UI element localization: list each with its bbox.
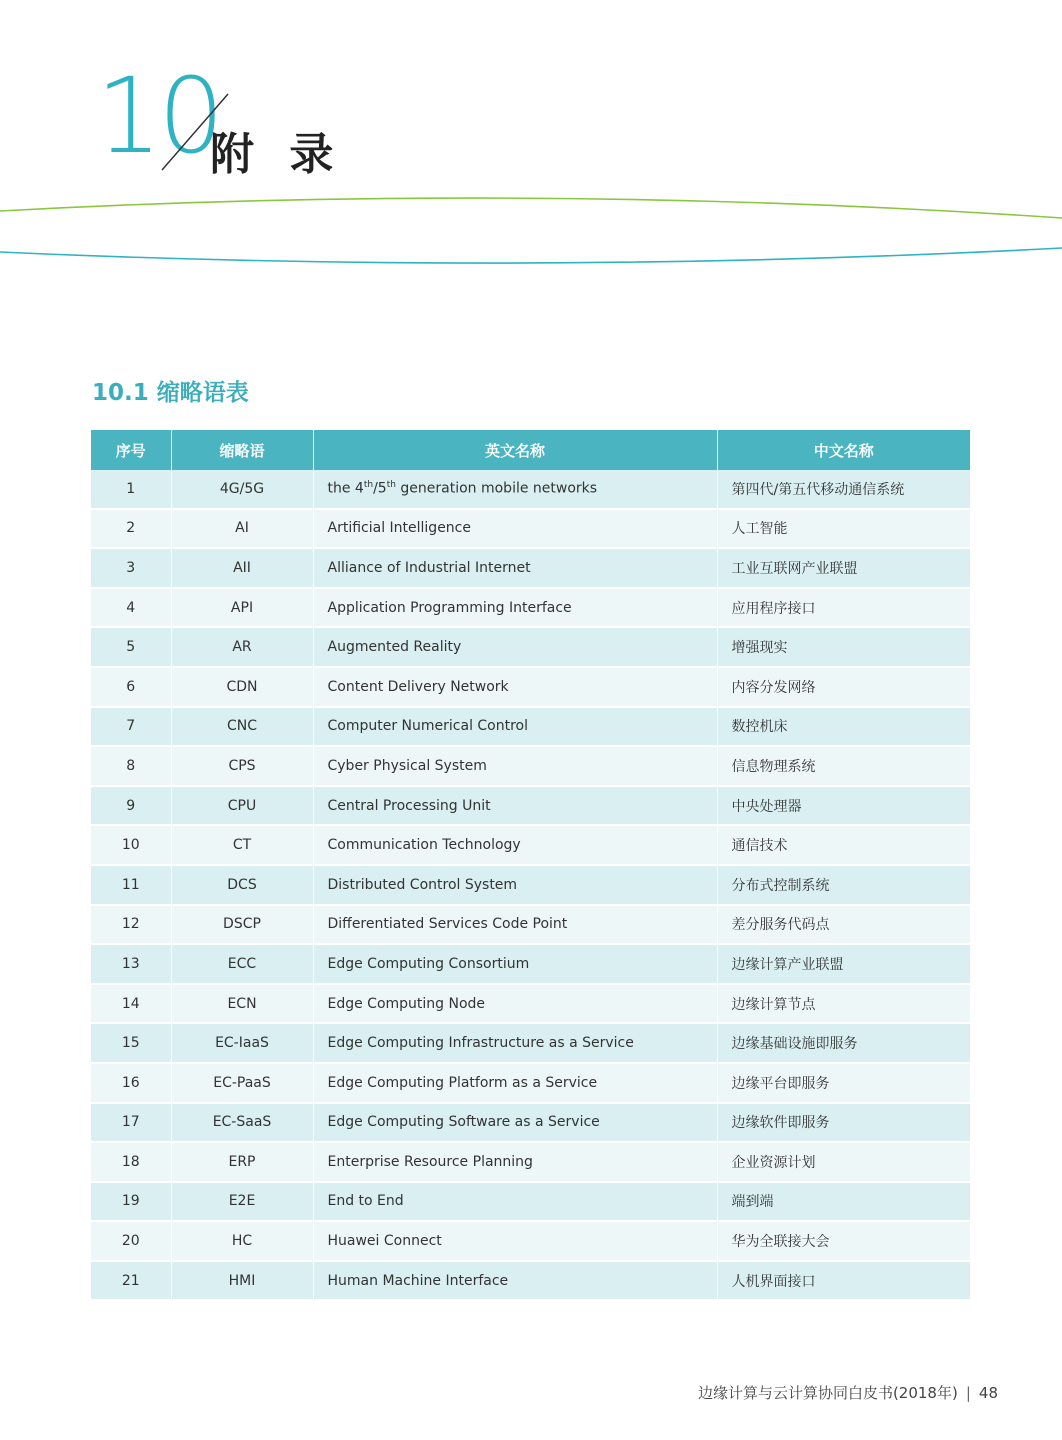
cell-number: 12 xyxy=(91,905,171,945)
header-number: 序号 xyxy=(91,430,171,470)
cell-number: 10 xyxy=(91,825,171,865)
cell-english-name: Augmented Reality xyxy=(313,627,717,667)
cell-abbreviation: DCS xyxy=(171,865,313,905)
cell-english-name: Alliance of Industrial Internet xyxy=(313,548,717,588)
cell-chinese-name: 边缘计算产业联盟 xyxy=(717,944,970,984)
cell-number: 14 xyxy=(91,984,171,1024)
section-title: 10.1 缩略语表 xyxy=(92,380,249,406)
cell-english-name: Edge Computing Platform as a Service xyxy=(313,1063,717,1103)
cell-chinese-name: 中央处理器 xyxy=(717,786,970,826)
cell-number: 13 xyxy=(91,944,171,984)
cell-number: 3 xyxy=(91,548,171,588)
table-row xyxy=(91,865,970,905)
footer-separator: | xyxy=(965,1384,971,1402)
cell-number: 17 xyxy=(91,1103,171,1143)
cell-number: 4 xyxy=(91,588,171,628)
cell-chinese-name: 华为全联接大会 xyxy=(717,1221,970,1261)
header-chinese-name: 中文名称 xyxy=(717,430,970,470)
cell-number: 21 xyxy=(91,1261,171,1301)
cell-english-name: Edge Computing Consortium xyxy=(313,944,717,984)
cell-abbreviation: API xyxy=(171,588,313,628)
cell-english-name: Communication Technology xyxy=(313,825,717,865)
cell-chinese-name: 边缘计算节点 xyxy=(717,984,970,1024)
cell-number: 7 xyxy=(91,707,171,747)
cell-chinese-name: 边缘基础设施即服务 xyxy=(717,1023,970,1063)
table-row xyxy=(91,1023,970,1063)
cell-english-name: Huawei Connect xyxy=(313,1221,717,1261)
cell-number: 16 xyxy=(91,1063,171,1103)
table-row xyxy=(91,470,970,509)
cell-abbreviation: EC-IaaS xyxy=(171,1023,313,1063)
cell-chinese-name: 差分服务代码点 xyxy=(717,905,970,945)
en-text-post: generation mobile networks xyxy=(395,481,598,498)
table-body xyxy=(91,470,970,1300)
cell-chinese-name: 内容分发网络 xyxy=(717,667,970,707)
cell-chinese-name: 数控机床 xyxy=(717,707,970,747)
cell-english-name: Differentiated Services Code Point xyxy=(313,905,717,945)
decorative-curves xyxy=(0,190,1062,280)
cell-abbreviation: AI xyxy=(171,509,313,549)
table-row xyxy=(91,1063,970,1103)
cell-chinese-name: 通信技术 xyxy=(717,825,970,865)
cell-number: 20 xyxy=(91,1221,171,1261)
cell-number: 19 xyxy=(91,1182,171,1222)
cell-chinese-name: 信息物理系统 xyxy=(717,746,970,786)
cell-abbreviation: AII xyxy=(171,548,313,588)
cell-abbreviation: ERP xyxy=(171,1142,313,1182)
cell-chinese-name: 边缘软件即服务 xyxy=(717,1103,970,1143)
table-row xyxy=(91,707,970,747)
cell-abbreviation: HC xyxy=(171,1221,313,1261)
cell-number: 18 xyxy=(91,1142,171,1182)
en-text-pre: the 4 xyxy=(327,481,364,498)
cell-english-name: Distributed Control System xyxy=(313,865,717,905)
cell-abbreviation: EC-SaaS xyxy=(171,1103,313,1143)
cell-english-name: Artificial Intelligence xyxy=(313,509,717,549)
cell-english-name: Enterprise Resource Planning xyxy=(313,1142,717,1182)
table-row xyxy=(91,905,970,945)
table-row xyxy=(91,1182,970,1222)
cell-english-name: Application Programming Interface xyxy=(313,588,717,628)
table-row xyxy=(91,588,970,628)
cell-abbreviation: HMI xyxy=(171,1261,313,1301)
table-row xyxy=(91,548,970,588)
cell-chinese-name: 端到端 xyxy=(717,1182,970,1222)
table-row xyxy=(91,786,970,826)
cell-abbreviation: CPS xyxy=(171,746,313,786)
cell-number: 6 xyxy=(91,667,171,707)
cell-chinese-name: 应用程序接口 xyxy=(717,588,970,628)
table-header-row xyxy=(91,430,970,470)
en-sup-1: th xyxy=(363,480,374,491)
abbreviation-table xyxy=(91,430,970,1301)
cell-number: 11 xyxy=(91,865,171,905)
table-row xyxy=(91,746,970,786)
cell-abbreviation: DSCP xyxy=(171,905,313,945)
cell-english-name: Central Processing Unit xyxy=(313,786,717,826)
cell-number: 5 xyxy=(91,627,171,667)
table-row xyxy=(91,1221,970,1261)
table-row xyxy=(91,627,970,667)
chapter-number: 10 xyxy=(96,55,221,177)
cell-number: 2 xyxy=(91,509,171,549)
cell-english-name xyxy=(313,470,717,509)
footer-doc-title: 边缘计算与云计算协同白皮书(2018年) xyxy=(697,1384,958,1402)
cell-english-name: Edge Computing Infrastructure as a Service xyxy=(313,1023,717,1063)
cell-chinese-name: 增强现实 xyxy=(717,627,970,667)
cell-number: 9 xyxy=(91,786,171,826)
cell-abbreviation: AR xyxy=(171,627,313,667)
table-row xyxy=(91,509,970,549)
cell-abbreviation: CPU xyxy=(171,786,313,826)
cell-abbreviation: E2E xyxy=(171,1182,313,1222)
cell-chinese-name: 人工智能 xyxy=(717,509,970,549)
table-row xyxy=(91,1103,970,1143)
cell-english-name: Human Machine Interface xyxy=(313,1261,717,1301)
cell-english-name: Content Delivery Network xyxy=(313,667,717,707)
page-number: 48 xyxy=(978,1384,998,1402)
chapter-title: 附 录 xyxy=(210,129,344,180)
cell-chinese-name: 边缘平台即服务 xyxy=(717,1063,970,1103)
header-english-name: 英文名称 xyxy=(313,430,717,470)
table-row xyxy=(91,944,970,984)
cell-abbreviation: ECC xyxy=(171,944,313,984)
cell-chinese-name: 第四代/第五代移动通信系统 xyxy=(717,470,970,509)
cell-number: 1 xyxy=(91,470,171,509)
cell-english-name: Edge Computing Node xyxy=(313,984,717,1024)
en-text-mid: /5 xyxy=(373,481,387,498)
cell-number: 15 xyxy=(91,1023,171,1063)
header-abbreviation: 缩略语 xyxy=(171,430,313,470)
table-row xyxy=(91,825,970,865)
cell-english-name: Edge Computing Software as a Service xyxy=(313,1103,717,1143)
cell-chinese-name: 分布式控制系统 xyxy=(717,865,970,905)
cell-abbreviation: CNC xyxy=(171,707,313,747)
page-footer xyxy=(698,1382,998,1403)
cell-abbreviation: 4G/5G xyxy=(171,470,313,509)
table-row xyxy=(91,1261,970,1301)
en-sup-2: th xyxy=(386,480,396,491)
cell-abbreviation: EC-PaaS xyxy=(171,1063,313,1103)
table-row xyxy=(91,984,970,1024)
cell-english-name: Cyber Physical System xyxy=(313,746,717,786)
cell-abbreviation: CT xyxy=(171,825,313,865)
cell-english-name: Computer Numerical Control xyxy=(313,707,717,747)
cell-abbreviation: CDN xyxy=(171,667,313,707)
table-row xyxy=(91,1142,970,1182)
cell-english-name: End to End xyxy=(313,1182,717,1222)
cell-chinese-name: 工业互联网产业联盟 xyxy=(717,548,970,588)
cell-chinese-name: 企业资源计划 xyxy=(717,1142,970,1182)
cell-abbreviation: ECN xyxy=(171,984,313,1024)
cell-number: 8 xyxy=(91,746,171,786)
cell-chinese-name: 人机界面接口 xyxy=(717,1261,970,1301)
table-row xyxy=(91,667,970,707)
